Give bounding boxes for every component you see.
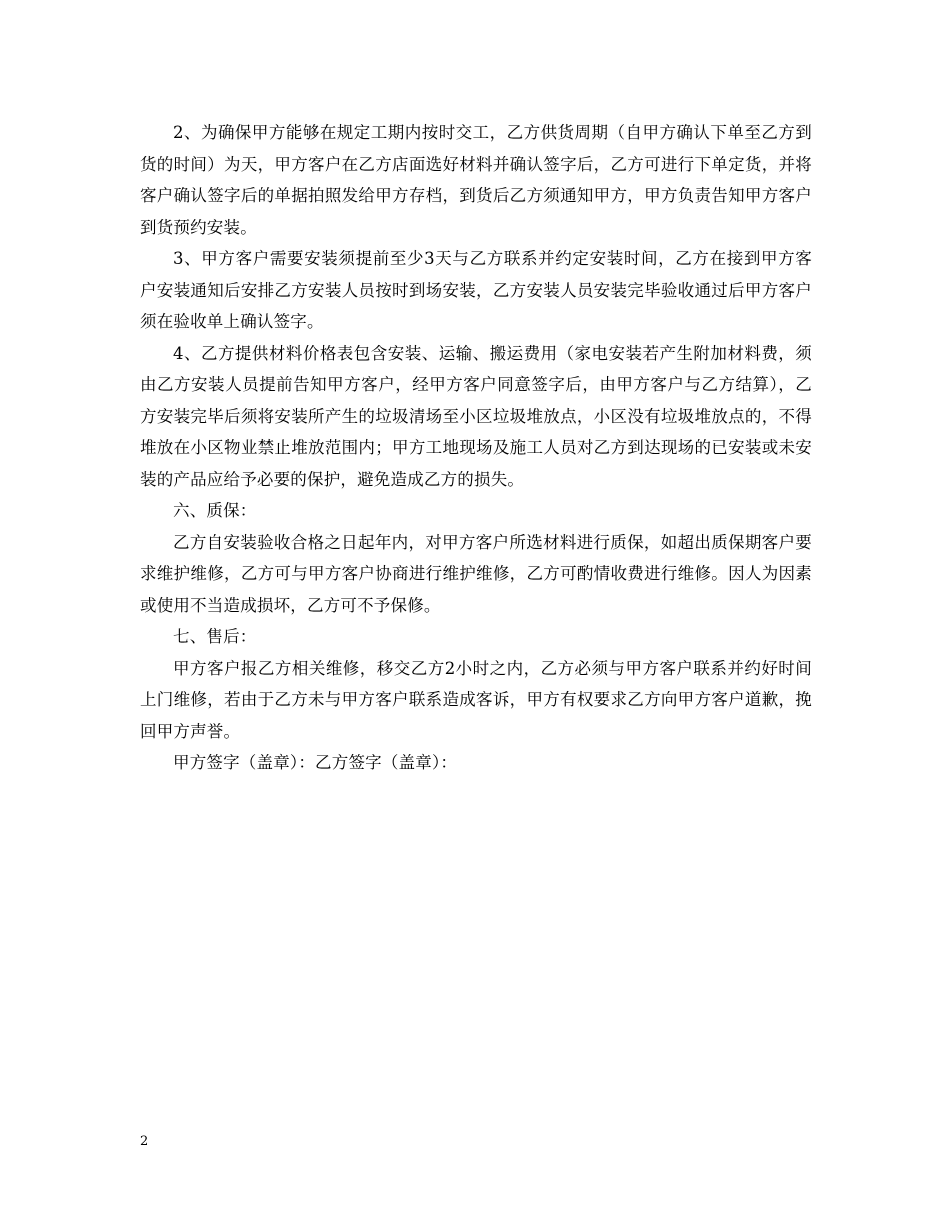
signature-line: 甲方签字（盖章）：乙方签字（盖章）： xyxy=(173,753,458,772)
after-sales-text: 甲方客户报乙方相关维修，移交乙方2小时之内，乙方必须与甲方客户联系并约好时间上门维修，若由于乙方未与甲方客户联系造成客诉，甲方有权要求乙方向甲方客户道歉，挽回甲方声誉。 xyxy=(140,658,812,741)
clause-2-supply-cycle: 2、为确保甲方能够在规定工期内按时交工，乙方供货周期（自甲方确认下单至乙方到货的时间）为天，甲方客户在乙方店面选好材料并确认签字后，乙方可进行下单定货，并将客户确认签字后的单据拍照发给甲方存档，到货后乙方须通知甲方，甲方负责告知甲方客户到货预约安装。 xyxy=(140,123,812,237)
section-heading-warranty: 六、质保： xyxy=(173,501,257,520)
clause-4-pricing-and-cleanup: 4、乙方提供材料价格表包含安装、运输、搬运费用（家电安装若产生附加材料费，须由乙方安装人员提前告知甲方客户，经甲方客户同意签字后，由甲方客户与乙方结算），乙方安装完毕后须将安装所产生的垃圾清场至小区垃圾堆放点，小区没有垃圾堆放点的，不得堆放在小区物业禁止堆放范围内；甲方工地现场及施工人员对乙方到达现场的已安装或未安装的产品应给予必要的保护，避免造成乙方的损失。 xyxy=(140,343,812,489)
document-body xyxy=(140,117,812,779)
warranty-text: 乙方自安装验收合格之日起年内，对甲方客户所选材料进行质保，如超出质保期客户要求维护维修，乙方可与甲方客户协商进行维护维修，乙方可酌情收费进行维修。因人为因素或使用不当造成损坏，乙方可不予保修。 xyxy=(140,532,812,615)
page-number: 2 xyxy=(140,1134,149,1149)
section-heading-after-sales: 七、售后： xyxy=(173,627,257,646)
clause-3-installation-appointment: 3、甲方客户需要安装须提前至少3天与乙方联系并约定安装时间，乙方在接到甲方客户安装通知后安排乙方安装人员按时到场安装，乙方安装人员安装完毕验收通过后甲方客户须在验收单上确认签字。 xyxy=(140,249,812,331)
